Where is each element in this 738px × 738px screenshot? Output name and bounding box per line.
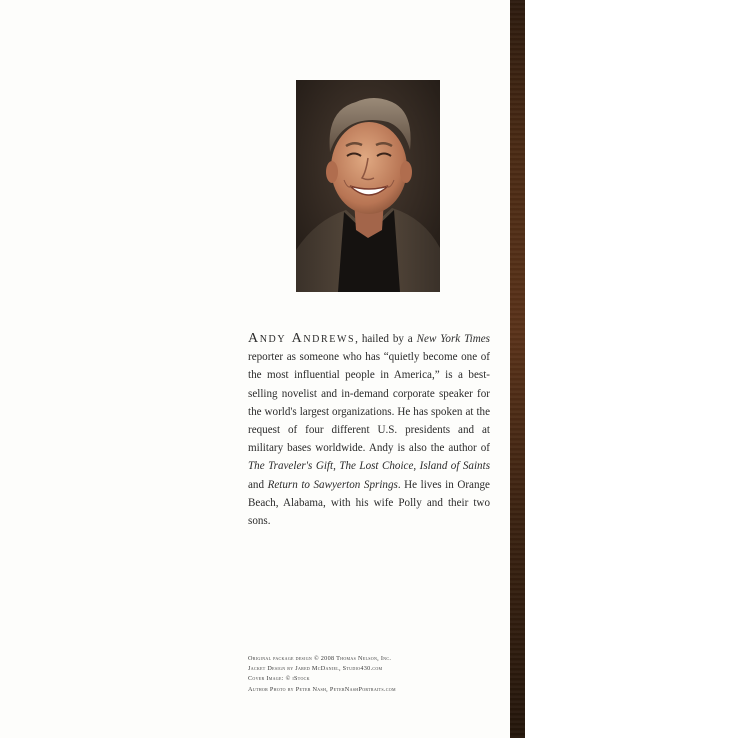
credit-line-cover-image: Cover Image: © iStock — [248, 675, 310, 683]
author-name: Andy Andrews — [248, 331, 356, 346]
jacket-credits — [248, 654, 488, 695]
bio-separator-2: , — [413, 460, 420, 473]
credit-line-package-design: Original package design © 2008 Thomas Nelson, Inc. — [248, 655, 392, 662]
book-title-4: Return to Sawyerton Springs — [267, 478, 398, 491]
author-bio — [248, 330, 490, 530]
book-title-3: Island of Saints — [419, 460, 491, 473]
book-title-1: The Traveler's Gift — [248, 460, 334, 473]
bio-text-part-3: . He lives in Orange Beach, Alabama, with his wife Polly and their two sons. — [248, 478, 490, 528]
credit-line-author-photo: Author Photo by Peter Nash, PeterNashPortraits.com — [248, 685, 396, 693]
newspaper-title: New York Times — [416, 333, 490, 345]
bio-text-part-1: , hailed by a — [355, 333, 417, 345]
author-portrait-image — [296, 80, 440, 292]
book-spine — [510, 0, 525, 738]
bio-separator-3: and — [248, 478, 268, 491]
bio-text-part-2: reporter as someone who has “quietly become one of the most influential people in America,” is a best-selling novelist and in-demand corporate speaker for the world's largest organizations. He has spoken at the request of four different U.S. presidents and at military bases worldwide. Andy is also the author of — [248, 351, 490, 455]
book-title-2: The Lost Choice — [339, 460, 414, 473]
blank-page — [525, 0, 738, 738]
bio-separator-1: , — [333, 460, 340, 473]
author-photo — [296, 80, 440, 292]
credit-line-jacket-design: Jacket Design by Jared McDaniel, Studio430.com — [248, 665, 383, 673]
